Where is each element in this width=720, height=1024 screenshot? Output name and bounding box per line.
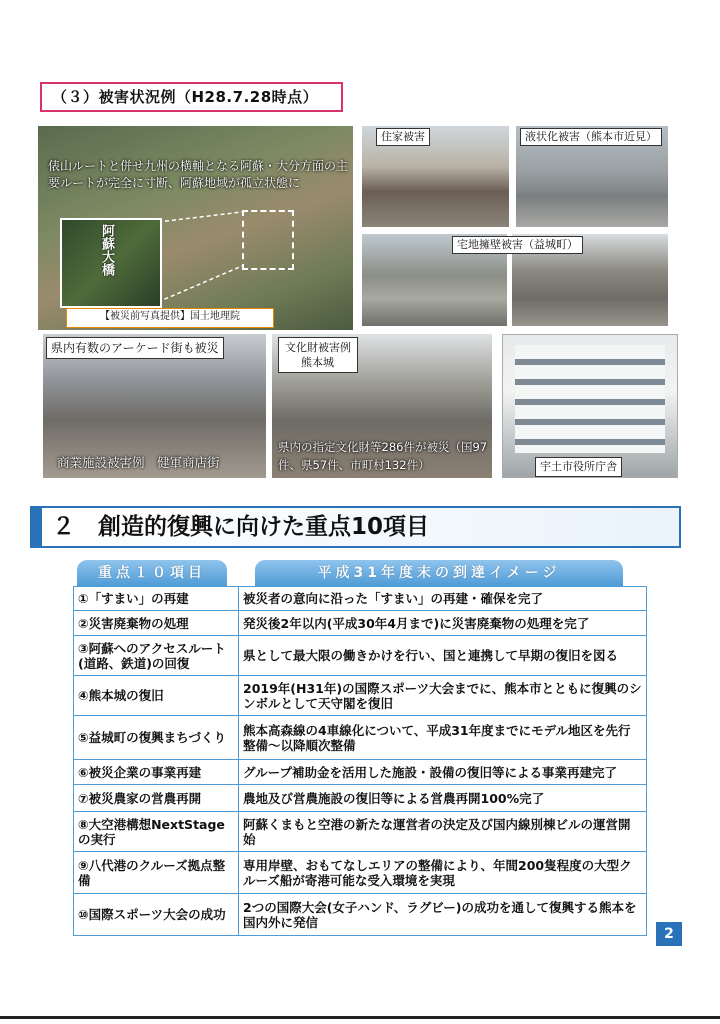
liquefaction-label: 液状化被害（熊本市近見） xyxy=(520,128,662,146)
castle-label-line2: 熊本城 xyxy=(301,356,334,369)
table-row xyxy=(74,716,647,760)
inset-before-photo xyxy=(60,218,162,308)
goal-cell: グループ補助金を活用した施設・設備の復旧等による事業再建完了 xyxy=(239,760,647,785)
item-cell: ⑨八代港のクルーズ拠点整備 xyxy=(74,852,239,894)
photo-credit: 【被災前写真提供】国土地理院 xyxy=(66,308,274,328)
item-cell: ④熊本城の復旧 xyxy=(74,676,239,716)
city-office-photo xyxy=(502,334,678,478)
house-damage-label: 住家被害 xyxy=(376,128,430,146)
table-row xyxy=(74,852,647,894)
house-damage-photo xyxy=(362,126,509,227)
table-row xyxy=(74,894,647,936)
aerial-landslide-photo xyxy=(38,126,353,330)
goal-cell: 専用岸壁、おもてなしエリアの整備により、年間200隻程度の大型クルーズ船が寄港可能な受入環境を実現 xyxy=(239,852,647,894)
castle-label xyxy=(278,337,358,373)
goal-cell: 2つの国際大会(女子ハンド、ラグビー)の成功を通して復興する熊本を国内外に発信 xyxy=(239,894,647,936)
arcade-label: 県内有数のアーケード街も被災 xyxy=(46,337,224,359)
priority-items-table xyxy=(73,586,647,936)
table-header-goals: 平成31年度末の到達イメージ xyxy=(255,560,623,586)
item-cell: ⑤益城町の復興まちづくり xyxy=(74,716,239,760)
castle-caption: 県内の指定文化財等286件が被災（国97件、県57件、市町村132件） xyxy=(278,440,488,472)
goal-cell: 阿蘇くまもと空港の新たな運営者の決定及び国内線別棟ビルの運営開始 xyxy=(239,812,647,852)
table-header-items: 重点１０項目 xyxy=(77,560,227,586)
table-row xyxy=(74,587,647,611)
castle-damage-photo xyxy=(272,334,492,478)
goal-cell: 県として最大限の働きかけを行い、国と連携して早期の復旧を図る xyxy=(239,636,647,676)
castle-label-line1: 文化財被害例 xyxy=(285,341,351,354)
item-cell: ⑧大空港構想NextStageの実行 xyxy=(74,812,239,852)
bottom-rule xyxy=(0,1016,720,1019)
table-row xyxy=(74,785,647,812)
table-row xyxy=(74,812,647,852)
page-number: 2 xyxy=(656,922,682,946)
inset-bridge-label: 阿蘇大橋 xyxy=(99,224,114,276)
goal-cell: 被災者の意向に沿った「すまい」の再建・確保を完了 xyxy=(239,587,647,611)
city-office-label: 宇土市役所庁舎 xyxy=(535,457,622,477)
table-row xyxy=(74,636,647,676)
item-cell: ⑥被災企業の事業再建 xyxy=(74,760,239,785)
goal-cell: 2019年(H31年)の国際スポーツ大会までに、熊本市とともに復興のシンボルとして天守閣を復旧 xyxy=(239,676,647,716)
item-cell: ①「すまい」の再建 xyxy=(74,587,239,611)
item-cell: ②災害廃棄物の処理 xyxy=(74,611,239,636)
goal-cell: 農地及び営農施設の復旧等による営農再開100%完了 xyxy=(239,785,647,812)
goal-cell: 熊本高森線の4車線化について、平成31年度までにモデル地区を先行整備～以降順次整備 xyxy=(239,716,647,760)
section-heading-damage: （３）被害状況例（H28.7.28時点） xyxy=(40,82,343,112)
goal-cell: 発災後2年以内(平成30年4月まで)に災害廃棄物の処理を完了 xyxy=(239,611,647,636)
table-row xyxy=(74,676,647,716)
arcade-caption: 商業施設被害例 健軍商店街 xyxy=(57,455,220,470)
section-heading-priorities: ２ 創造的復興に向けた重点10項目 xyxy=(30,506,681,548)
retaining-wall-label: 宅地擁壁被害（益城町） xyxy=(452,236,583,254)
office-building-shape xyxy=(515,345,665,453)
aerial-overlay-text: 俵山ルートと併せ九州の横軸となる阿蘇・大分方面の主要ルートが完全に寸断、阿蘇地域が孤立状態に xyxy=(48,159,349,190)
item-cell: ③阿蘇へのアクセスルート(道路、鉄道)の回復 xyxy=(74,636,239,676)
item-cell: ⑦被災農家の営農再開 xyxy=(74,785,239,812)
table-row xyxy=(74,611,647,636)
arcade-damage-photo xyxy=(43,334,266,478)
table-row xyxy=(74,760,647,785)
item-cell: ⑩国際スポーツ大会の成功 xyxy=(74,894,239,936)
liquefaction-photo xyxy=(516,126,668,227)
